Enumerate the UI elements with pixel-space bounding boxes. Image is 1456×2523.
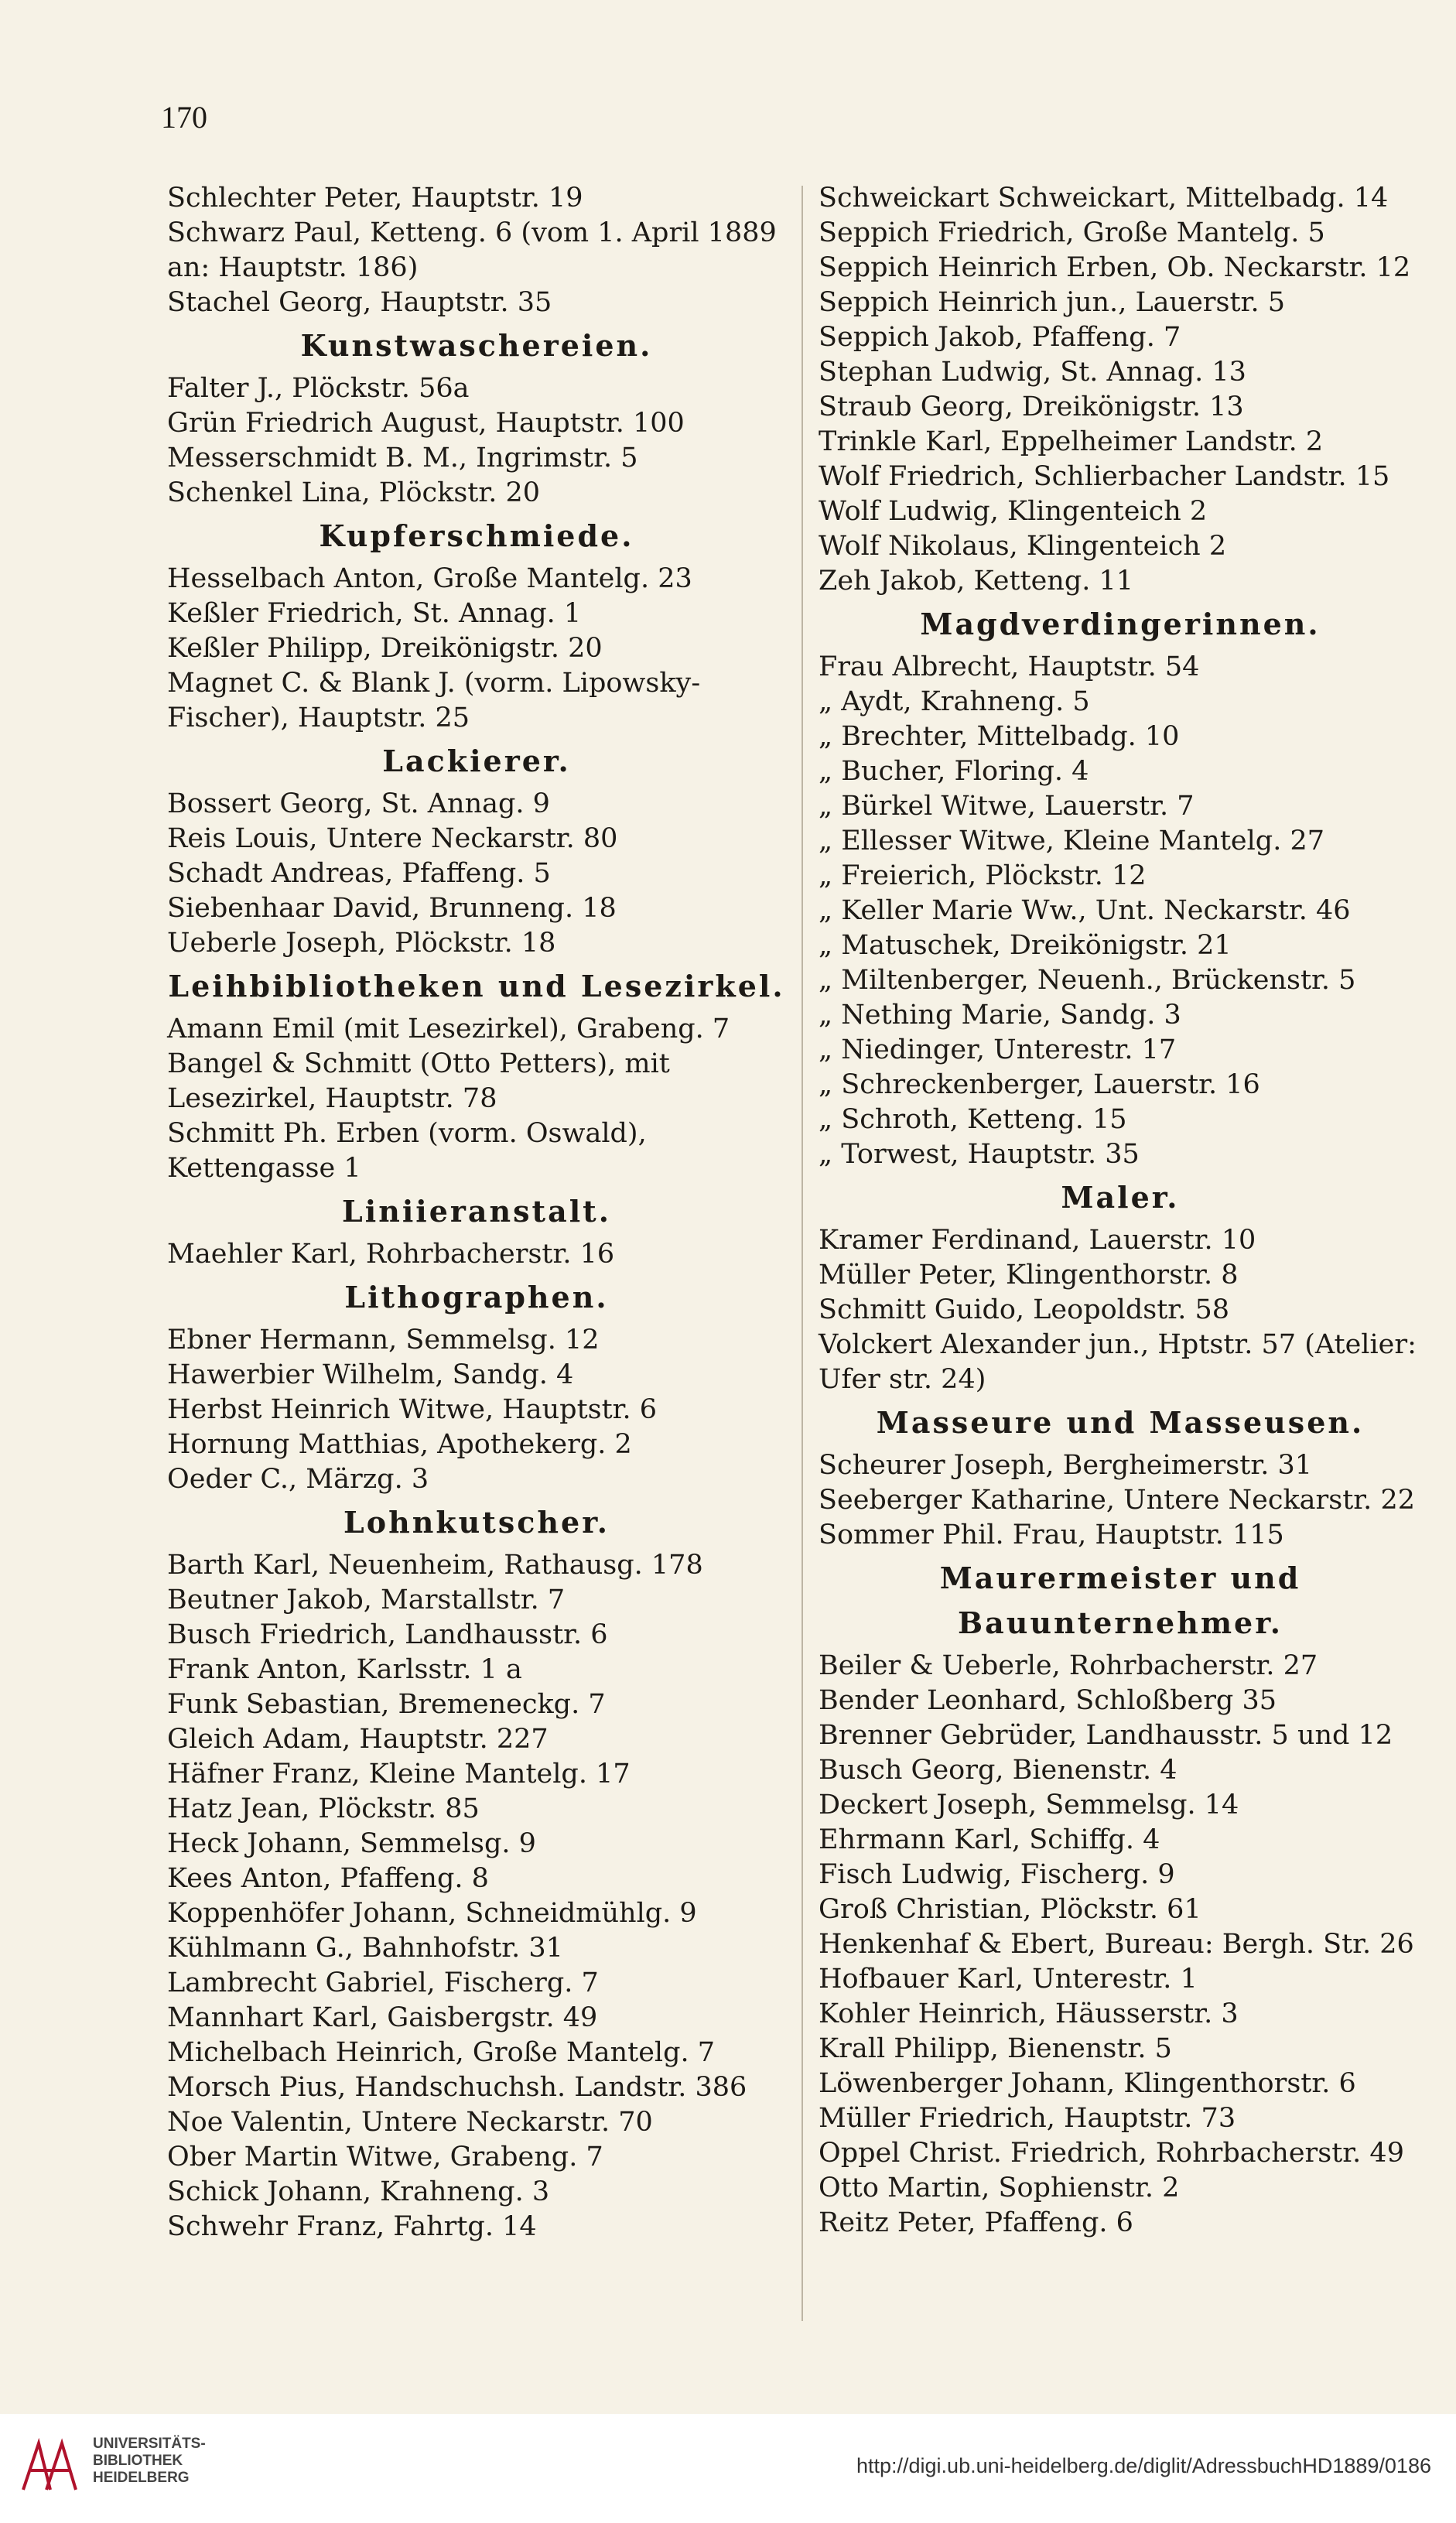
directory-entry: Hatz Jean, Plöckstr. 85 bbox=[167, 1793, 480, 1824]
directory-entry: Fisch Ludwig, Fischerg. 9 bbox=[819, 1859, 1175, 1890]
section-heading: Maler. bbox=[1061, 1180, 1180, 1215]
directory-entry: Beiler & Ueberle, Rohrbacherstr. 27 bbox=[819, 1650, 1318, 1681]
directory-entry: Keßler Friedrich, St. Annag. 1 bbox=[167, 598, 582, 629]
directory-entry: Herbst Heinrich Witwe, Hauptstr. 6 bbox=[167, 1394, 658, 1425]
directory-entry: Löwenberger Johann, Klingenthorstr. 6 bbox=[819, 2068, 1356, 2099]
directory-entry: Wolf Nikolaus, Klingenteich 2 bbox=[819, 531, 1227, 562]
directory-entry: Bender Leonhard, Schloßberg 35 bbox=[819, 1685, 1277, 1716]
directory-entry: Stachel Georg, Hauptstr. 35 bbox=[167, 287, 552, 318]
directory-entry: Funk Sebastian, Bremeneckg. 7 bbox=[167, 1689, 606, 1720]
right-column bbox=[819, 181, 1422, 2241]
directory-section bbox=[819, 1556, 1422, 2241]
directory-entry: Müller Friedrich, Hauptstr. 73 bbox=[819, 2103, 1236, 2134]
directory-entry: Maehler Karl, Rohrbacherstr. 16 bbox=[167, 1239, 615, 1270]
section-heading: Masseure und Masseusen. bbox=[876, 1405, 1365, 1440]
directory-entry: Bossert Georg, St. Annag. 9 bbox=[167, 788, 550, 819]
directory-section bbox=[819, 602, 1422, 1172]
directory-entry: Grün Friedrich August, Hauptstr. 100 bbox=[167, 408, 685, 439]
section-heading: Kupferschmiede. bbox=[319, 518, 634, 553]
directory-entry: Seppich Heinrich jun., Lauerstr. 5 bbox=[819, 287, 1285, 318]
source-url-link[interactable]: http://digi.ub.uni-heidelberg.de/diglit/AdressbuchHD1889/0186 bbox=[856, 2454, 1431, 2477]
directory-entry: Stephan Ludwig, St. Annag. 13 bbox=[819, 357, 1246, 388]
directory-entry: „ Brechter, Mittelbadg. 10 bbox=[819, 721, 1180, 752]
directory-entry: Gleich Adam, Hauptstr. 227 bbox=[167, 1724, 549, 1755]
directory-entry: Busch Georg, Bienenstr. 4 bbox=[819, 1755, 1177, 1786]
directory-section bbox=[819, 1175, 1422, 1397]
directory-entry: Häfner Franz, Kleine Mantelg. 17 bbox=[167, 1759, 631, 1790]
directory-section bbox=[819, 1400, 1422, 1553]
directory-entry: „ Bürkel Witwe, Lauerstr. 7 bbox=[819, 791, 1195, 822]
directory-entry: „ Schroth, Ketteng. 15 bbox=[819, 1104, 1127, 1135]
directory-entry: Amann Emil (mit Lesezirkel), Grabeng. 7 bbox=[167, 1014, 730, 1044]
directory-entry: Beutner Jakob, Marstallstr. 7 bbox=[167, 1585, 566, 1615]
directory-entry: Krall Philipp, Bienenstr. 5 bbox=[819, 2033, 1172, 2064]
directory-entry: Hesselbach Anton, Große Mantelg. 23 bbox=[167, 563, 692, 594]
section-heading: Liniieranstalt. bbox=[342, 1194, 611, 1229]
directory-entry: „ Torwest, Hauptstr. 35 bbox=[819, 1139, 1140, 1170]
section-heading: Kunstwaschereien. bbox=[300, 328, 653, 363]
directory-entry: „ Ellesser Witwe, Kleine Mantelg. 27 bbox=[819, 826, 1324, 856]
directory-section bbox=[167, 323, 786, 511]
directory-entry: Michelbach Heinrich, Große Mantelg. 7 bbox=[167, 2037, 716, 2068]
directory-entry: Schmitt Guido, Leopoldstr. 58 bbox=[819, 1294, 1229, 1325]
directory-entry: Kees Anton, Pfaffeng. 8 bbox=[167, 1863, 489, 1894]
directory-entry: Schick Johann, Krahneng. 3 bbox=[167, 2176, 550, 2207]
directory-entry: „ Aydt, Krahneng. 5 bbox=[819, 686, 1090, 717]
section-heading: Lackierer. bbox=[382, 744, 571, 778]
directory-entry: Scheurer Joseph, Bergheimerstr. 31 bbox=[819, 1450, 1312, 1481]
directory-entry: Straub Georg, Dreikönigstr. 13 bbox=[819, 391, 1244, 422]
directory-entry: Reitz Peter, Pfaffeng. 6 bbox=[819, 2207, 1133, 2238]
directory-entry: Keßler Philipp, Dreikönigstr. 20 bbox=[167, 633, 603, 664]
directory-entry: Ober Martin Witwe, Grabeng. 7 bbox=[167, 2142, 603, 2173]
directory-entry: Morsch Pius, Handschuchsh. Landstr. 386 bbox=[167, 2072, 747, 2103]
directory-entry: „ Keller Marie Ww., Unt. Neckarstr. 46 bbox=[819, 895, 1351, 926]
directory-entry: Reis Louis, Untere Neckarstr. 80 bbox=[167, 823, 618, 854]
directory-entry: „ Freierich, Plöckstr. 12 bbox=[819, 860, 1147, 891]
directory-entry: Messerschmidt B. M., Ingrimstr. 5 bbox=[167, 443, 638, 473]
directory-entry: Schenkel Lina, Plöckstr. 20 bbox=[167, 477, 541, 508]
directory-entry: Otto Martin, Sophienstr. 2 bbox=[819, 2173, 1180, 2203]
directory-entry: Zeh Jakob, Ketteng. 11 bbox=[819, 566, 1134, 597]
directory-entry: Seppich Heinrich Erben, Ob. Neckarstr. 12 bbox=[819, 252, 1411, 283]
section-heading: Lohnkutscher. bbox=[343, 1505, 610, 1540]
directory-entry: Volckert Alexander jun., Hptstr. 57 (Atelier: Ufer str. 24) bbox=[819, 1329, 1417, 1395]
directory-entry: Schwarz Paul, Ketteng. 6 (vom 1. April 1889 an: Hauptstr. 186) bbox=[167, 217, 777, 283]
page-number: 170 bbox=[161, 100, 207, 135]
directory-entry: „ Matuschek, Dreikönigstr. 21 bbox=[819, 930, 1232, 961]
directory-entry: Trinkle Karl, Eppelheimer Landstr. 2 bbox=[819, 426, 1324, 457]
directory-entry: Wolf Ludwig, Klingenteich 2 bbox=[819, 496, 1208, 527]
directory-entry: Wolf Friedrich, Schlierbacher Landstr. 15 bbox=[819, 461, 1390, 492]
directory-entry: Seeberger Katharine, Untere Neckarstr. 22 bbox=[819, 1485, 1415, 1516]
section-heading: Leihbibliotheken und Lesezirkel. bbox=[168, 969, 785, 1003]
directory-section bbox=[819, 181, 1422, 599]
directory-entry: Magnet C. & Blank J. (vorm. Lipowsky-Fischer), Hauptstr. 25 bbox=[167, 668, 701, 733]
directory-section bbox=[167, 181, 786, 320]
directory-entry: „ Miltenberger, Neuenh., Brückenstr. 5 bbox=[819, 965, 1356, 996]
section-heading: Lithographen. bbox=[344, 1280, 609, 1314]
section-heading: Maurermeister und Bauunternehmer. bbox=[939, 1561, 1301, 1640]
directory-section bbox=[167, 739, 786, 961]
directory-entry: Mannhart Karl, Gaisbergstr. 49 bbox=[167, 2002, 598, 2033]
directory-entry: Schmitt Ph. Erben (vorm. Oswald), Kettengasse 1 bbox=[167, 1118, 647, 1184]
directory-entry: Schlechter Peter, Hauptstr. 19 bbox=[167, 183, 583, 214]
directory-entry: Lambrecht Gabriel, Fischerg. 7 bbox=[167, 1967, 599, 1998]
directory-entry: Koppenhöfer Johann, Schneidmühlg. 9 bbox=[167, 1898, 697, 1929]
directory-entry: Hawerbier Wilhelm, Sandg. 4 bbox=[167, 1359, 574, 1390]
directory-entry: Ueberle Joseph, Plöckstr. 18 bbox=[167, 928, 556, 959]
directory-entry: Schwehr Franz, Fahrtg. 14 bbox=[167, 2211, 537, 2242]
directory-entry: „ Niedinger, Unterestr. 17 bbox=[819, 1034, 1177, 1065]
directory-entry: Kühlmann G., Bahnhofstr. 31 bbox=[167, 1933, 563, 1964]
directory-entry: Oppel Christ. Friedrich, Rohrbacherstr. 49 bbox=[819, 2138, 1404, 2169]
directory-entry: Ebner Hermann, Semmelsg. 12 bbox=[167, 1325, 600, 1356]
directory-entry: „ Schreckenberger, Lauerstr. 16 bbox=[819, 1069, 1260, 1100]
directory-entry: Frank Anton, Karlsstr. 1 a bbox=[167, 1654, 522, 1685]
directory-section bbox=[167, 514, 786, 736]
directory-entry: Groß Christian, Plöckstr. 61 bbox=[819, 1894, 1201, 1925]
directory-entry: Falter J., Plöckstr. 56a bbox=[167, 373, 470, 404]
directory-entry: Henkenhaf & Ebert, Bureau: Bergh. Str. 26 bbox=[819, 1929, 1414, 1960]
directory-entry: Noe Valentin, Untere Neckarstr. 70 bbox=[167, 2107, 653, 2138]
directory-section bbox=[167, 1275, 786, 1497]
directory-entry: Barth Karl, Neuenheim, Rathausg. 178 bbox=[167, 1550, 703, 1581]
left-column bbox=[167, 181, 786, 2244]
directory-section bbox=[167, 1500, 786, 2244]
directory-entry: Hofbauer Karl, Unterestr. 1 bbox=[819, 1964, 1198, 1995]
university-library-logo-icon bbox=[15, 2428, 85, 2497]
directory-entry: Schadt Andreas, Pfaffeng. 5 bbox=[167, 858, 551, 889]
library-name: UNIVERSITÄTS- BIBLIOTHEK HEIDELBERG bbox=[93, 2436, 206, 2486]
directory-entry: Seppich Friedrich, Große Mantelg. 5 bbox=[819, 217, 1325, 248]
directory-section bbox=[167, 964, 786, 1186]
directory-entry: Busch Friedrich, Landhausstr. 6 bbox=[167, 1619, 608, 1650]
directory-entry: Deckert Joseph, Semmelsg. 14 bbox=[819, 1790, 1239, 1820]
directory-entry: Ehrmann Karl, Schiffg. 4 bbox=[819, 1824, 1160, 1855]
directory-entry: Oeder C., Märzg. 3 bbox=[167, 1464, 429, 1495]
directory-entry: „ Nething Marie, Sandg. 3 bbox=[819, 1000, 1181, 1031]
directory-entry: Frau Albrecht, Hauptstr. 54 bbox=[819, 651, 1200, 682]
directory-entry: Seppich Jakob, Pfaffeng. 7 bbox=[819, 322, 1181, 353]
column-divider bbox=[801, 186, 803, 2321]
directory-entry: Siebenhaar David, Brunneng. 18 bbox=[167, 893, 617, 924]
directory-entry: Kohler Heinrich, Häusserstr. 3 bbox=[819, 1998, 1239, 2029]
directory-entry: Heck Johann, Semmelsg. 9 bbox=[167, 1828, 536, 1859]
directory-entry: Schweickart Schweickart, Mittelbadg. 14 bbox=[819, 183, 1389, 214]
directory-entry: Brenner Gebrüder, Landhausstr. 5 und 12 bbox=[819, 1720, 1393, 1751]
section-heading: Magdverdingerinnen. bbox=[920, 607, 1321, 641]
directory-entry: Müller Peter, Klingenthorstr. 8 bbox=[819, 1260, 1239, 1291]
directory-entry: Bangel & Schmitt (Otto Petters), mit Lesezirkel, Hauptstr. 78 bbox=[167, 1048, 670, 1114]
directory-entry: Hornung Matthias, Apothekerg. 2 bbox=[167, 1429, 632, 1460]
directory-entry: Sommer Phil. Frau, Hauptstr. 115 bbox=[819, 1520, 1284, 1550]
directory-section bbox=[167, 1189, 786, 1272]
directory-entry: „ Bucher, Floring. 4 bbox=[819, 756, 1089, 787]
directory-entry: Kramer Ferdinand, Lauerstr. 10 bbox=[819, 1225, 1256, 1256]
